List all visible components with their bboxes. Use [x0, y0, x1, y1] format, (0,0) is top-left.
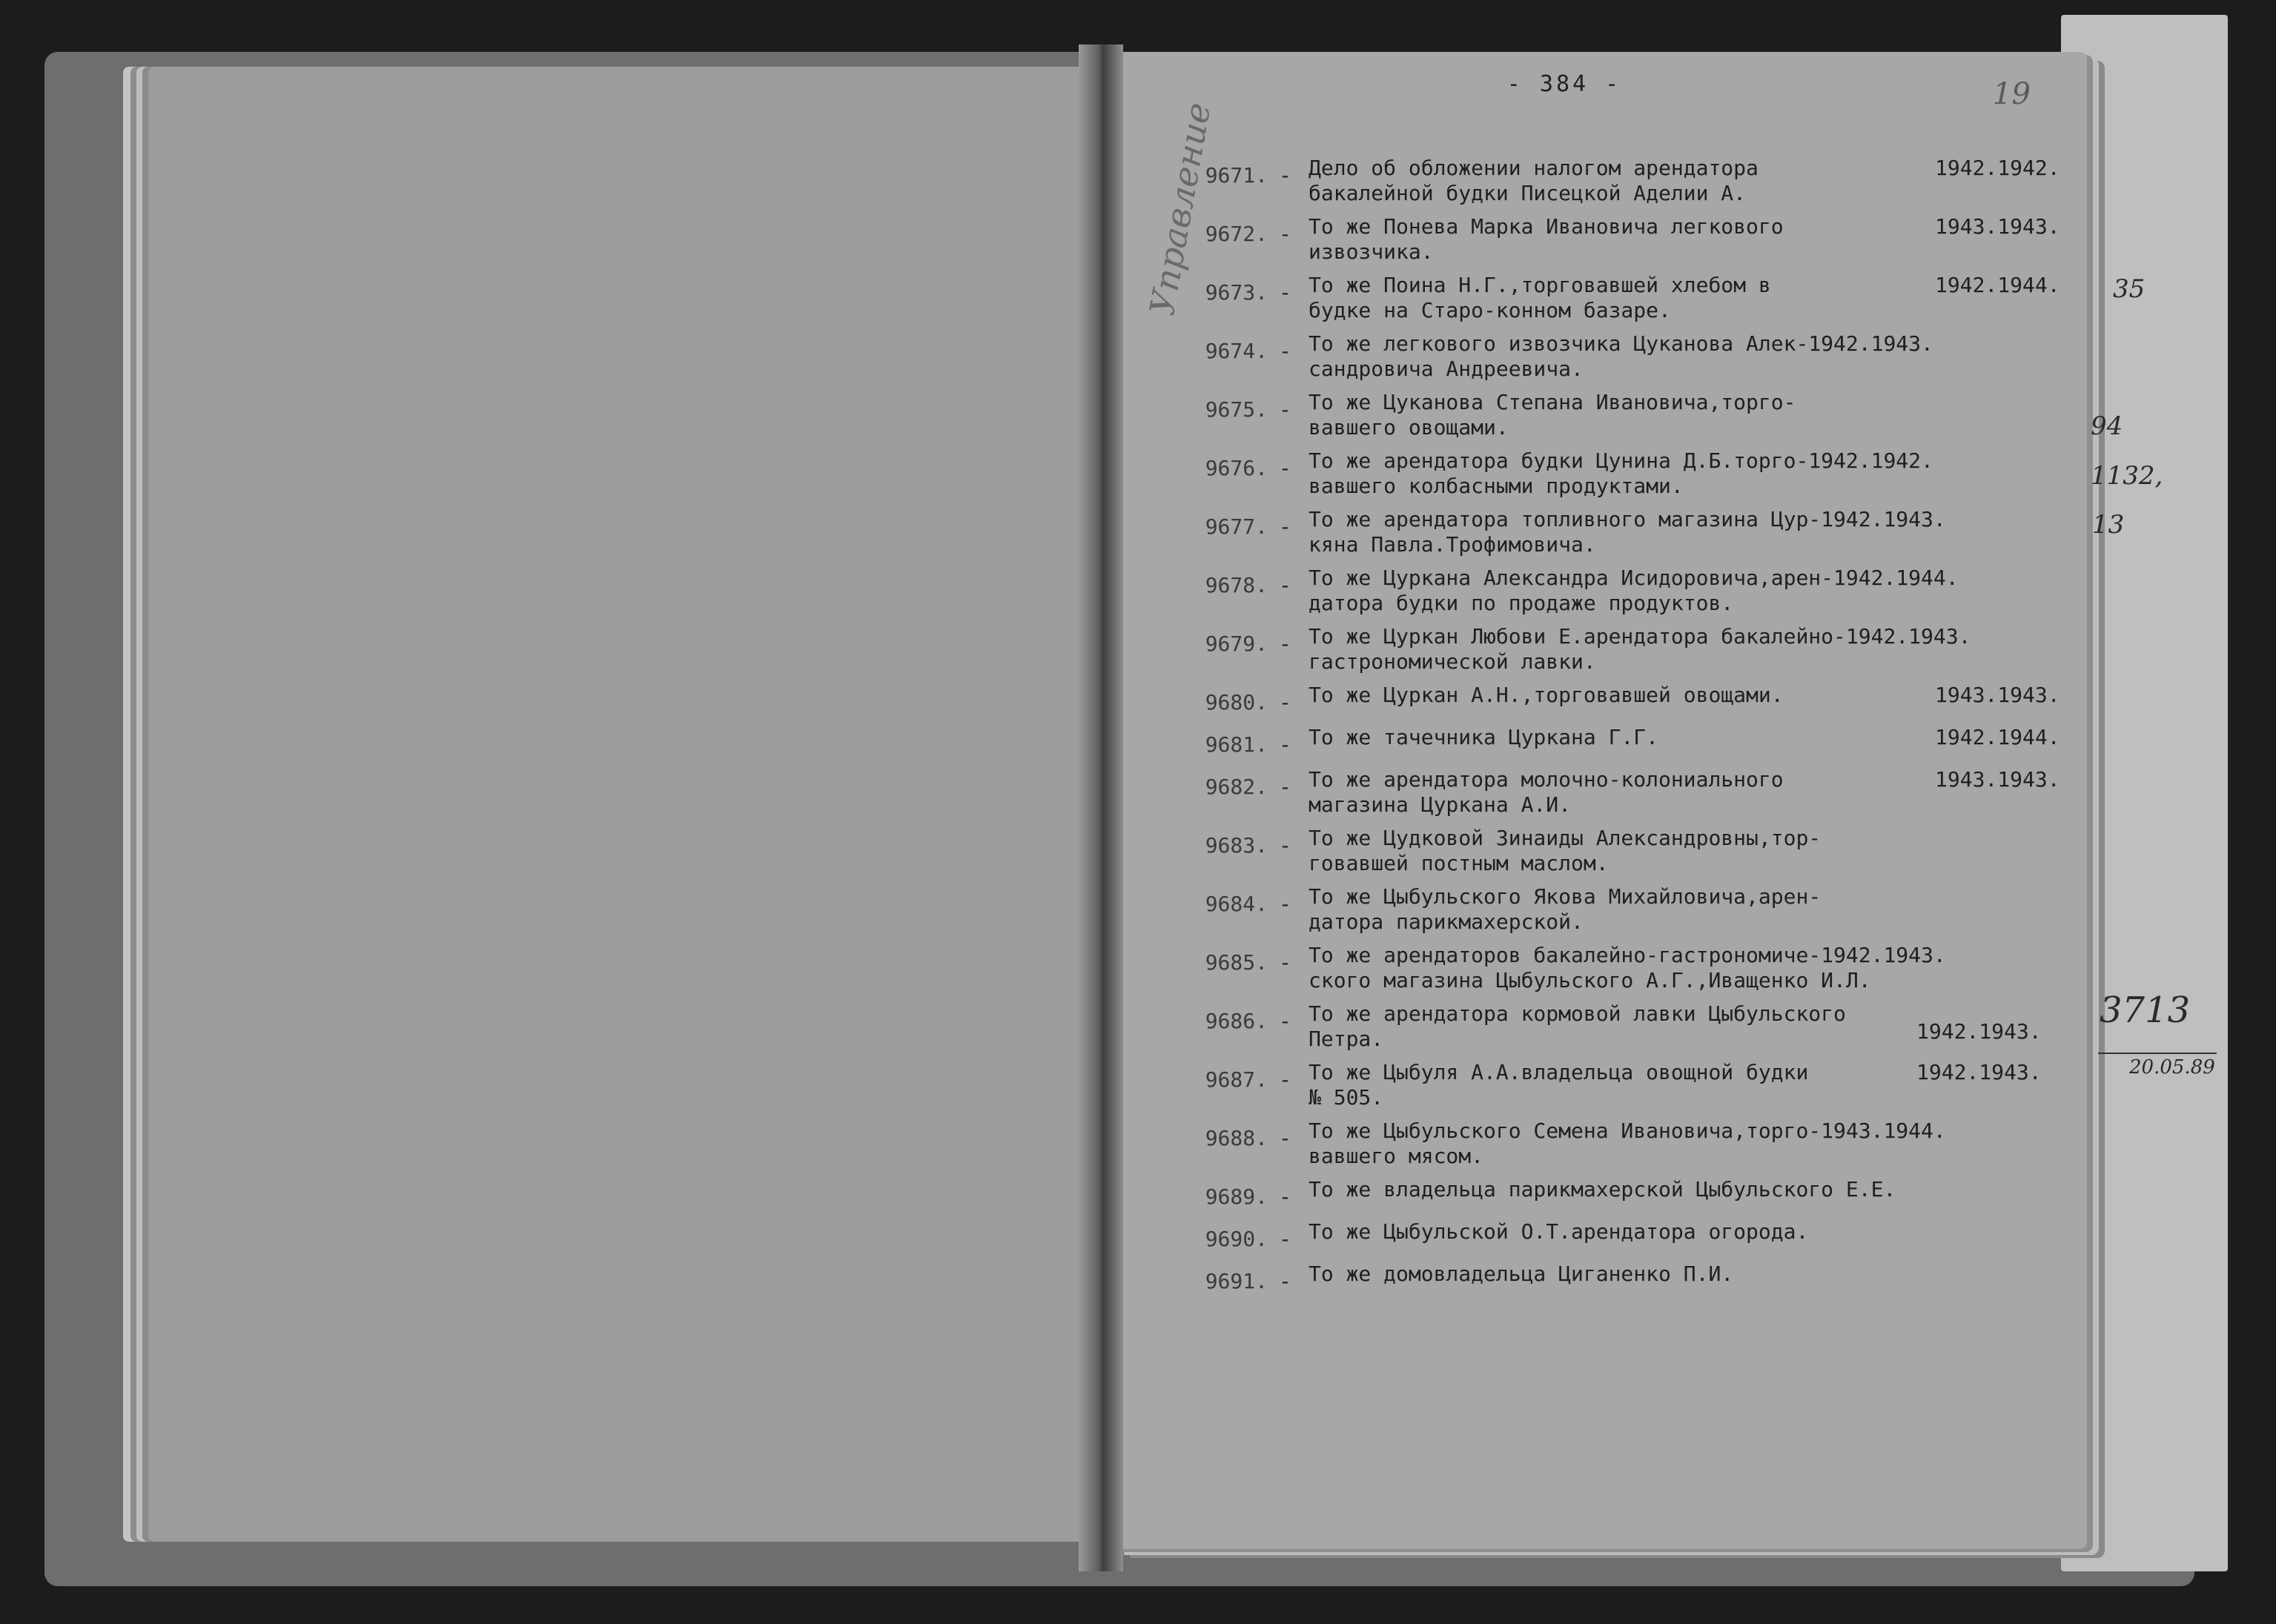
- entry-text-line1: То же арендатора топливного магазина Цур-1942.1943.: [1309, 507, 1946, 531]
- entry-text-line1: То же Цыбульской О.Т.арендатора огорода.: [1309, 1219, 1809, 1244]
- entry-number: 9683.: [1205, 833, 1268, 858]
- entry-row: [1171, 884, 2076, 935]
- entry-number: 9682.: [1205, 775, 1268, 799]
- entry-row: [1171, 273, 2076, 323]
- entry-text-line1: То же Цуркан А.Н.,торговавшей овощами.: [1309, 683, 1784, 707]
- entry-dash: -: [1279, 1269, 1291, 1293]
- entry-text-line1: То же домовладельца Циганенко П.И.: [1309, 1262, 1734, 1286]
- entry-number: 9673.: [1205, 280, 1268, 305]
- entry-years: 1943.1943.: [1935, 767, 2060, 792]
- entry-text-line2: говавшей постным маслом.: [1309, 851, 1609, 875]
- entry-row: [1171, 156, 2076, 206]
- margin-vertical-note: Управление: [1142, 99, 1219, 319]
- entry-dash: -: [1279, 514, 1291, 539]
- entry-number: 9675.: [1205, 397, 1268, 422]
- entry-years: 1942.1943.: [1916, 1019, 2042, 1044]
- entry-dash: -: [1279, 397, 1291, 422]
- entry-text-line1: То же Понева Марка Ивановича легкового: [1309, 214, 1784, 239]
- entry-number: 9681.: [1205, 732, 1268, 757]
- entry-years: 1943.1943.: [1935, 214, 2060, 239]
- entry-dash: -: [1279, 1067, 1291, 1092]
- entry-dash: -: [1279, 222, 1291, 246]
- entry-row: [1171, 214, 2076, 265]
- entry-row: [1171, 767, 2076, 818]
- entry-dash: -: [1279, 775, 1291, 799]
- entry-years: 1942.1942.: [1935, 156, 2060, 180]
- entry-text-line2: Петра.: [1309, 1027, 1384, 1051]
- entry-text-line1: То же Цуканова Степана Ивановича,торго-: [1309, 390, 1796, 414]
- entry-text-line2: гастрономической лавки.: [1309, 649, 1596, 674]
- entry-dash: -: [1279, 1184, 1291, 1209]
- entry-number: 9677.: [1205, 514, 1268, 539]
- entry-row: [1171, 826, 2076, 876]
- entry-dash: -: [1279, 573, 1291, 597]
- entry-text-line1: То же легкового извозчика Цуканова Алек-1942.1943.: [1309, 331, 1933, 356]
- entry-text-line2: бакалейной будки Писецкой Аделии А.: [1309, 181, 1747, 205]
- entry-text-line1: То же тачечника Цуркана Г.Г.: [1309, 725, 1659, 749]
- entry-number: 9674.: [1205, 339, 1268, 363]
- entry-row: [1171, 683, 2076, 717]
- entry-dash: -: [1279, 1126, 1291, 1150]
- entry-dash: -: [1279, 632, 1291, 656]
- entry-row: [1171, 1219, 2076, 1253]
- entry-number: 9678.: [1205, 573, 1268, 597]
- entry-number: 9684.: [1205, 892, 1268, 916]
- entry-number: 9686.: [1205, 1009, 1268, 1033]
- entry-row: [1171, 507, 2076, 557]
- entry-dash: -: [1279, 456, 1291, 480]
- entry-number: 9680.: [1205, 690, 1268, 715]
- entry-row: [1171, 1262, 2076, 1296]
- stamp-date: 20.05.89: [2129, 1056, 2215, 1078]
- left-page: [148, 67, 1090, 1542]
- entry-number: 9687.: [1205, 1067, 1268, 1092]
- margin-note-4: 13: [2092, 510, 2125, 540]
- entry-text-line1: То же арендатора кормовой лавки Цыбульского: [1309, 1001, 1846, 1026]
- entry-row: [1171, 1118, 2076, 1169]
- entry-row: [1171, 331, 2076, 382]
- entry-text-line2: вавшего мясом.: [1309, 1144, 1484, 1168]
- book-spine: [1079, 44, 1123, 1571]
- entry-number: 9672.: [1205, 222, 1268, 246]
- entry-text-line1: То же арендаторов бакалейно-гастрономиче-1942.1943.: [1309, 943, 1946, 967]
- entry-text-line1: То же Цудковой Зинаиды Александровны,тор-: [1309, 826, 1822, 850]
- entry-row: [1171, 1001, 2076, 1052]
- entry-row: [1171, 624, 2076, 675]
- entry-dash: -: [1279, 339, 1291, 363]
- entry-text-line2: ского магазина Цыбульского А.Г.,Иващенко И.Л.: [1309, 968, 1871, 992]
- entry-text-line1: То же владельца парикмахерской Цыбульского Е.Е.: [1309, 1177, 1896, 1202]
- entry-text-line1: То же Цыбульского Якова Михайловича,арен-: [1309, 884, 1822, 909]
- entry-row: [1171, 725, 2076, 759]
- entry-row: [1171, 566, 2076, 616]
- entry-number: 9671.: [1205, 163, 1268, 188]
- entry-text-line1: То же Цуркана Александра Исидоровича,арен-1942.1944.: [1309, 566, 1959, 590]
- entry-text-line2: кяна Павла.Трофимовича.: [1309, 532, 1596, 557]
- entry-number: 9676.: [1205, 456, 1268, 480]
- entry-dash: -: [1279, 163, 1291, 188]
- entry-text-line2: датора парикмахерской.: [1309, 909, 1584, 934]
- entry-text-line2: вавшего овощами.: [1309, 415, 1509, 440]
- entry-dash: -: [1279, 1009, 1291, 1033]
- corner-note: 19: [1993, 77, 2031, 111]
- margin-note-3: 1132,: [2091, 461, 2163, 491]
- entry-text-line1: То же Поина Н.Г.,торговавшей хлебом в: [1309, 273, 1771, 297]
- entry-years: 1942.1944.: [1935, 273, 2060, 297]
- entry-number: 9689.: [1205, 1184, 1268, 1209]
- entry-number: 9691.: [1205, 1269, 1268, 1293]
- entry-dash: -: [1279, 833, 1291, 858]
- entry-number: 9679.: [1205, 632, 1268, 656]
- entry-text-line2: вавшего колбасными продуктами.: [1309, 474, 1684, 498]
- margin-note-1: 35: [2113, 274, 2146, 304]
- entry-row: [1171, 1060, 2076, 1110]
- stamp-number: 3713: [2100, 990, 2191, 1031]
- entry-years: 1942.1944.: [1935, 725, 2060, 749]
- entry-text-line2: будке на Старо-конном базаре.: [1309, 298, 1671, 322]
- entry-list: [1171, 156, 2076, 1304]
- entry-text-line2: датора будки по продаже продуктов.: [1309, 591, 1734, 615]
- entry-dash: -: [1279, 690, 1291, 715]
- entry-dash: -: [1279, 280, 1291, 305]
- entry-text-line1: То же арендатора молочно-колониального: [1309, 767, 1784, 792]
- entry-years: 1943.1943.: [1935, 683, 2060, 707]
- entry-years: 1942.1943.: [1916, 1060, 2042, 1084]
- entry-dash: -: [1279, 1227, 1291, 1251]
- entry-row: [1171, 943, 2076, 993]
- entry-dash: -: [1279, 892, 1291, 916]
- entry-text-line2: № 505.: [1309, 1085, 1384, 1110]
- entry-text-line2: магазина Цуркана А.И.: [1309, 792, 1572, 817]
- entry-text-line1: То же Цыбульского Семена Ивановича,торго-1943.1944.: [1309, 1118, 1946, 1143]
- page-number: - 384 -: [1506, 71, 1622, 97]
- stamp-divider: [2098, 1053, 2217, 1054]
- entry-dash: -: [1279, 950, 1291, 975]
- entry-number: 9685.: [1205, 950, 1268, 975]
- entry-row: [1171, 448, 2076, 499]
- entry-number: 9688.: [1205, 1126, 1268, 1150]
- entry-text-line1: Дело об обложении налогом арендатора: [1309, 156, 1759, 180]
- entry-text-line2: извозчика.: [1309, 239, 1434, 264]
- margin-note-2: 94: [2091, 411, 2123, 441]
- entry-text-line1: То же Цуркан Любови Е.арендатора бакалейно-1942.1943.: [1309, 624, 1971, 649]
- entry-text-line2: сандровича Андреевича.: [1309, 357, 1584, 381]
- entry-text-line1: То же арендатора будки Цунина Д.Б.торго-1942.1942.: [1309, 448, 1933, 473]
- entry-row: [1171, 390, 2076, 440]
- entry-dash: -: [1279, 732, 1291, 757]
- entry-row: [1171, 1177, 2076, 1211]
- entry-text-line1: То же Цыбуля А.А.владельца овощной будки: [1309, 1060, 1809, 1084]
- entry-number: 9690.: [1205, 1227, 1268, 1251]
